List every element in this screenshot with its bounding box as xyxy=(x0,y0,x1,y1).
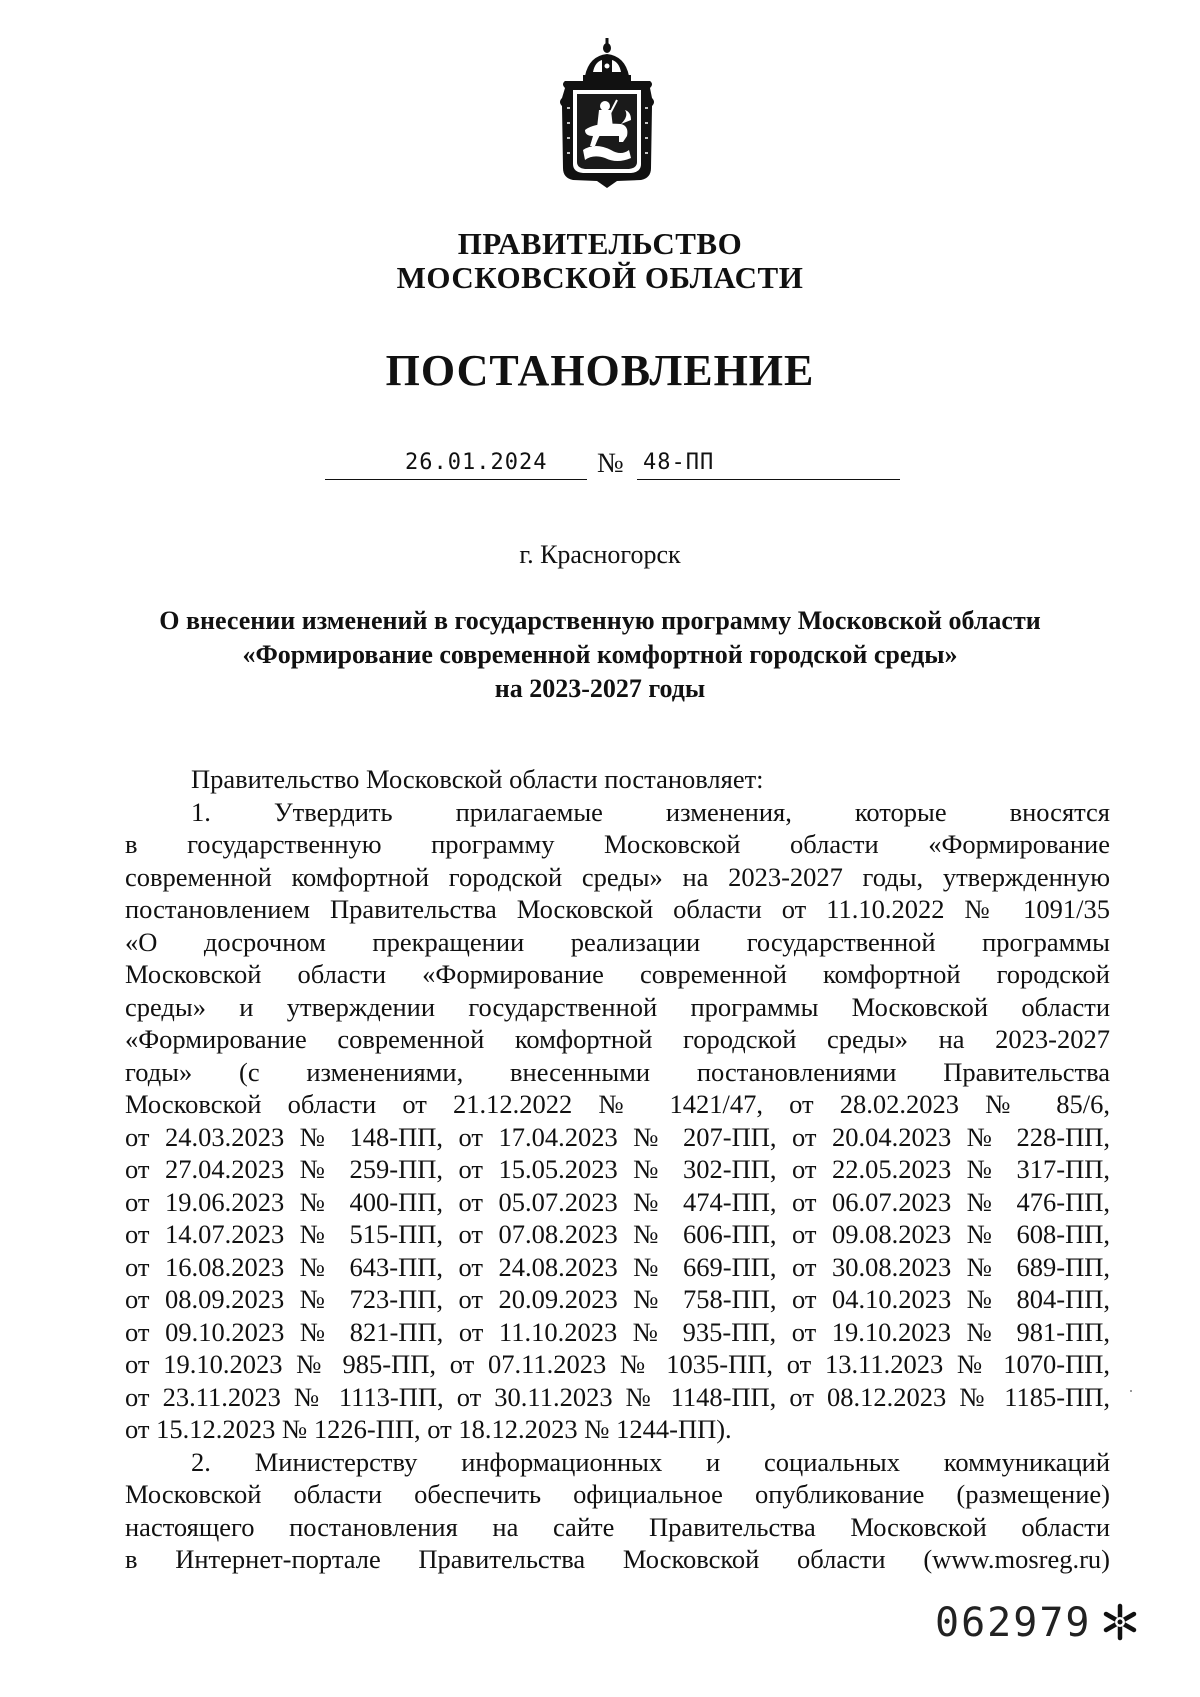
body-line: 1. Утвердить прилагаемые изменения, которые вносятся xyxy=(191,796,1110,827)
body-line: в государственную программу Московской области «Формирование xyxy=(125,829,1110,859)
document-body xyxy=(125,763,1110,1576)
body-line: 2. Министерству информационных и социальных коммуникаций xyxy=(191,1446,1110,1477)
city-of-issue: г. Красногорск xyxy=(519,540,681,569)
body-line: от 24.03.2023 № 148-ПП, от 17.04.2023 № 207-ПП, от 20.04.2023 № 228-ПП, xyxy=(125,1121,1110,1152)
subject-line1: О внесении изменений в государственную программу Московской области xyxy=(159,606,1041,635)
document-number: 48-ПП xyxy=(643,450,715,475)
body-line: от 19.10.2023 № 985-ПП, от 07.11.2023 № 1035-ПП, от 13.11.2023 № 1070-ПП, xyxy=(125,1349,1110,1379)
body-line: от 15.12.2023 № 1226-ПП, от 18.12.2023 № 1244-ПП). xyxy=(125,1414,732,1444)
body-line: Московской области от 21.12.2022 № 1421/47, от 28.02.2023 № 85/6, xyxy=(125,1089,1110,1119)
asterisk-icon xyxy=(1100,1602,1140,1642)
body-line: от 09.10.2023 № 821-ПП, от 11.10.2023 № 935-ПП, от 19.10.2023 № 981-ПП, xyxy=(125,1316,1110,1347)
coat-of-arms-emblem xyxy=(555,38,660,188)
body-line: от 16.08.2023 № 643-ПП, от 24.08.2023 № 669-ПП, от 30.08.2023 № 689-ПП, xyxy=(125,1251,1110,1282)
serial-number: 062979 xyxy=(935,1600,1092,1646)
body-line: от 08.09.2023 № 723-ПП, от 20.09.2023 № 758-ПП, от 04.10.2023 № 804-ПП, xyxy=(125,1284,1110,1314)
body-line: в Интернет-портале Правительства Московской области (www.mosreg.ru) xyxy=(125,1544,1110,1574)
org-name-line1: ПРАВИТЕЛЬСТВО xyxy=(457,226,743,261)
body-line: Московской области обеспечить официальное опубликование (размещение) xyxy=(125,1479,1110,1509)
document-type-title: ПОСТАНОВЛЕНИЕ xyxy=(385,346,815,395)
body-line: настоящего постановления на сайте Правительства Московской области xyxy=(125,1511,1110,1542)
subject-line3: на 2023-2027 годы xyxy=(494,674,706,703)
body-line: от 23.11.2023 № 1113-ПП, от 30.11.2023 № 1148-ПП, от 08.12.2023 № 1185-ПП, xyxy=(125,1381,1110,1412)
body-line: современной комфортной городской среды» на 2023-2027 годы, утвержденную xyxy=(125,861,1110,892)
document-date: 26.01.2024 xyxy=(405,450,548,475)
body-line: Московской области «Формирование современной комфортной городской xyxy=(125,959,1110,989)
body-line: от 19.06.2023 № 400-ПП, от 05.07.2023 № 474-ПП, от 06.07.2023 № 476-ПП, xyxy=(125,1186,1110,1217)
subject-line2: «Формирование современной комфортной городской среды» xyxy=(242,640,958,669)
body-line: среды» и утверждении государственной программы Московской области xyxy=(125,991,1110,1022)
body-line: от 27.04.2023 № 259-ПП, от 15.05.2023 № 302-ПП, от 22.05.2023 № 317-ПП, xyxy=(125,1154,1110,1184)
body-line: «О досрочном прекращении реализации государственной программы xyxy=(125,926,1110,957)
body-intro: Правительство Московской области постановляет: xyxy=(191,764,764,794)
date-underline xyxy=(325,479,587,480)
org-name-line2: МОСКОВСКОЙ ОБЛАСТИ xyxy=(396,260,804,295)
body-line: «Формирование современной комфортной городской среды» на 2023-2027 xyxy=(125,1024,1110,1054)
registration-line xyxy=(325,448,900,488)
body-line: от 14.07.2023 № 515-ПП, от 07.08.2023 № 606-ПП, от 09.08.2023 № 608-ПП, xyxy=(125,1219,1110,1249)
number-sign: № xyxy=(597,448,624,479)
number-underline xyxy=(637,479,900,480)
body-line: годы» (с изменениями, внесенными постановлениями Правительства xyxy=(125,1056,1110,1087)
scan-speck xyxy=(1130,1390,1132,1392)
body-line: постановлением Правительства Московской области от 11.10.2022 № 1091/35 xyxy=(125,894,1110,924)
